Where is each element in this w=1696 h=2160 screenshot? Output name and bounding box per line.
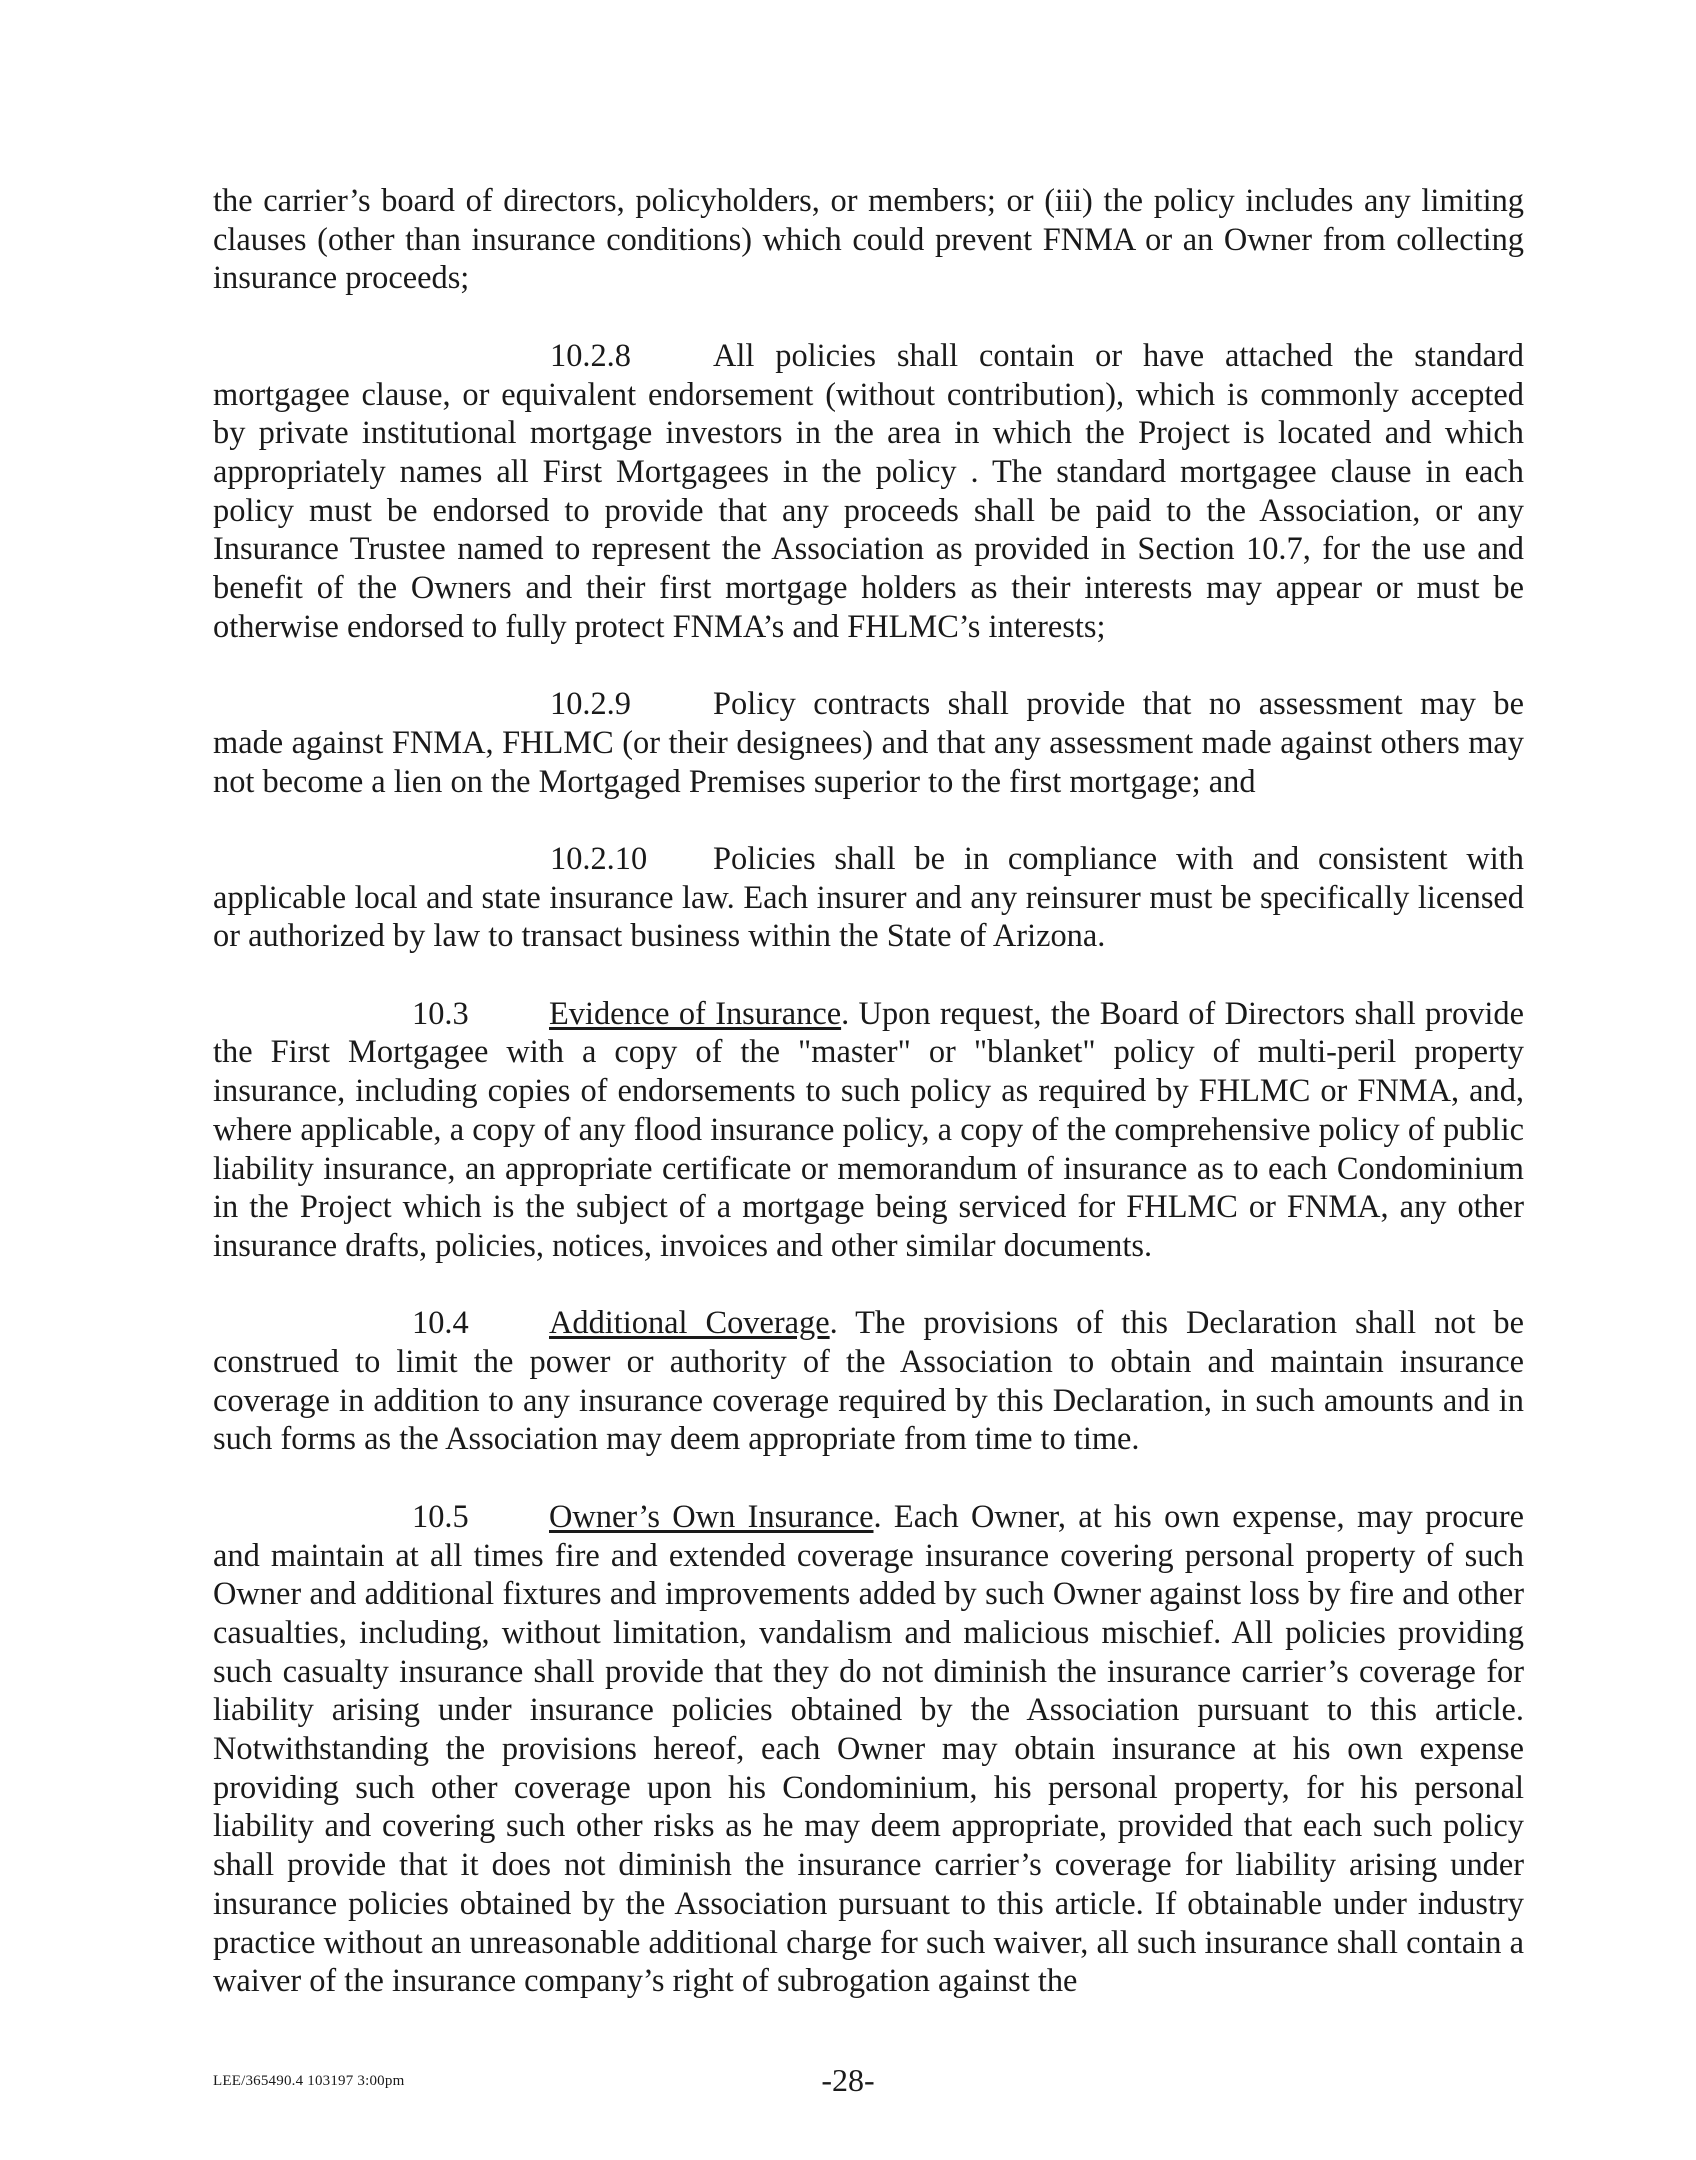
paragraph-text: . Upon request, the Board of Directors shall provide the First Mortgagee with a copy of the "master" or "blanket" policy of multi-peril property insurance, including copies of endorsements to such policy as required by FHLMC or FNMA, and, where applicable, a copy of any flood insurance policy, a copy of the comprehensive policy of public liability insurance, an appropriate certificate or memorandum of insurance as to each Condominium in the Project which is the subject of a mortgage being serviced for FHLMC or FNMA, any other insurance drafts, policies, notices, invoices and other similar documents.	[213, 995, 1524, 1264]
section-number: 10.3	[412, 995, 469, 1032]
paragraph-text: Policies shall be in compliance with and consistent with applicable local and state insurance law. Each insurer and any reinsurer must be specifically licensed or authorized by law to transact business within the State of Arizona.	[213, 840, 1524, 955]
section-heading: Owner’s Own Insurance	[549, 1498, 874, 1535]
paragraph-10-4	[213, 1304, 1524, 1459]
section-number: 10.2.10	[550, 840, 648, 877]
footer-document-id: LEE/365490.4 103197 3:00pm	[213, 2073, 405, 2089]
paragraph-10-2-8	[213, 337, 1524, 647]
paragraph-text: Policy contracts shall provide that no assessment may be made against FNMA, FHLMC (or their designees) and that any assessment made against others may not become a lien on the Mortgaged Premises superior to the first mortgage; and	[213, 686, 1524, 800]
paragraph-text: . Each Owner, at his own expense, may procure and maintain at all times fire and extended coverage insurance covering personal property of such Owner and additional fixtures and improvements added by such Owner against loss by fire and other casualties, including, without limitation, vandalism and malicious mischief. All policies providing such casualty insurance shall provide that they do not diminish the insurance carrier’s coverage for liability arising under insurance policies obtained by the Association pursuant to this article. Notwithstanding the provisions hereof, each Owner may obtain insurance at his own expense providing such other coverage upon his Condominium, his personal property, for his personal liability and covering such other risks as he may deem appropriate, provided that each such policy shall provide that it does not diminish the insurance carrier’s coverage for liability arising under insurance policies obtained by the Association pursuant to this article. If obtainable under industry practice without an unreasonable additional charge for such waiver, all such insurance shall contain a waiver of the insurance company’s right of subrogation against the	[213, 1498, 1525, 2000]
paragraph-text: All policies shall contain or have attached the standard mortgagee clause, or equivalent endorsement (without contribution), which is commonly accepted by private institutional mortgage investors in the area in which the Project is located and which appropriately names all First Mortgagees in the policy . The standard mortgagee clause in each policy must be endorsed to provide that any proceeds shall be paid to the Association, or any Insurance Trustee named to represent the Association as provided in Section 10.7, for the use and benefit of the Owners and their first mortgage holders as their interests may appear or must be otherwise endorsed to fully protect FNMA’s and FHLMC’s interests;	[213, 337, 1524, 645]
paragraph-text: the carrier’s board of directors, policyholders, or members; or (iii) the policy includes any limiting clauses (other than insurance conditions) which could prevent FNMA or an Owner from collecting insurance proceeds;	[213, 183, 1524, 297]
paragraph-10-2-10	[213, 840, 1524, 956]
paragraph-10-2-9	[213, 685, 1524, 801]
section-number: 10.4	[412, 1305, 469, 1342]
paragraph-10-3	[213, 995, 1524, 1266]
section-number: 10.2.9	[550, 686, 631, 723]
section-number: 10.5	[412, 1498, 469, 1535]
section-heading: Evidence of Insurance	[549, 995, 842, 1032]
paragraph-10-5	[213, 1498, 1524, 2001]
paragraph-text: . The provisions of this Declaration shall not be construed to limit the power or authority of the Association to obtain and maintain insurance coverage in addition to any insurance coverage required by this Declaration, in such amounts and in such forms as the Association may deem appropriate from time to time.	[213, 1305, 1524, 1458]
paragraph-continuation	[213, 182, 1524, 298]
section-heading: Additional Coverage	[549, 1305, 830, 1342]
page-number: -28-	[821, 2062, 875, 2098]
document-body	[213, 182, 1524, 2040]
section-number: 10.2.8	[550, 337, 631, 374]
